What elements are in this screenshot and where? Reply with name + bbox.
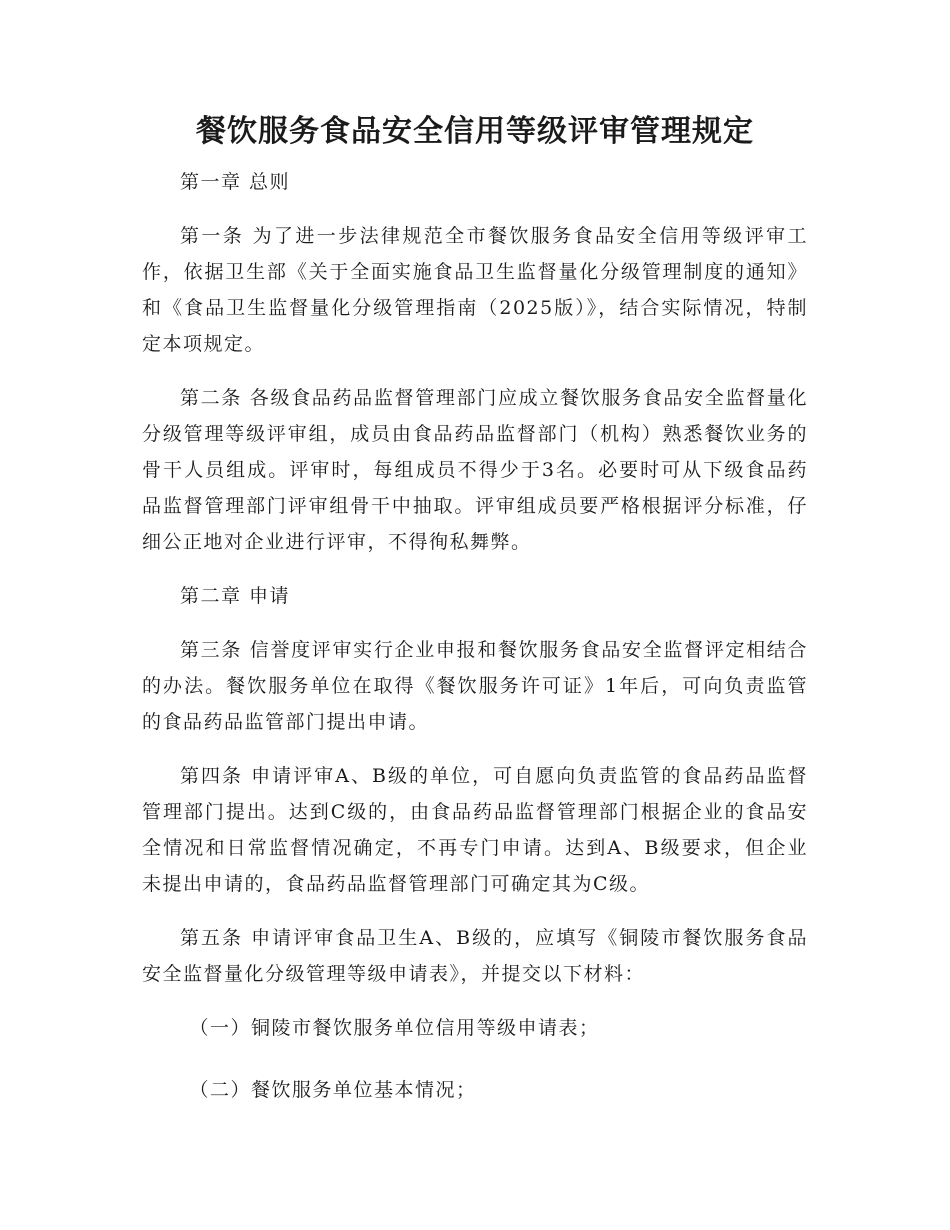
list-item: （二）餐饮服务单位基本情况；: [189, 1079, 477, 1101]
chapter-heading: 第二章 申请: [180, 585, 291, 607]
article-paragraph: 第二条 各级食品药品监督管理部门应成立餐饮服务食品安全监督量化分级管理等级评审组，成员由食品药品监督部门（机构）熟悉餐饮业务的骨干人员组成。评审时，每组成员不得少于3名。必要时可从下级食品药品监督管理部门评审组骨干中抽取。评审组成员要严格根据评分标准，仔细公正地对企业进行评审，不得徇私舞弊。: [142, 387, 808, 553]
article-paragraph: 第五条 申请评审食品卫生A、B级的，应填写《铜陵市餐饮服务食品安全监督量化分级管理等级申请表》，并提交以下材料：: [142, 927, 808, 985]
chapter-heading: 第一章 总则: [180, 171, 291, 193]
list-item: （一）铜陵市餐饮服务单位信用等级申请表；: [189, 1017, 600, 1039]
article-paragraph: 第四条 申请评审A、B级的单位，可自愿向负责监管的食品药品监督管理部门提出。达到C级的，由食品药品监督管理部门根据企业的食品安全情况和日常监督情况确定，不再专门申请。达到A、B级要求，但企业未提出申请的，食品药品监督管理部门可确定其为C级。: [142, 765, 808, 895]
document-title: 餐饮服务食品安全信用等级评审管理规定: [196, 114, 754, 149]
article-paragraph: 第一条 为了进一步法律规范全市餐饮服务食品安全信用等级评审工作，依据卫生部《关于全面实施食品卫生监督量化分级管理制度的通知》和《食品卫生监督量化分级管理指南（2025版）》，结合实际情况，特制定本项规定。: [142, 225, 808, 355]
article-paragraph: 第三条 信誉度评审实行企业申报和餐饮服务食品安全监督评定相结合的办法。餐饮服务单位在取得《餐饮服务许可证》1年后，可向负责监管的食品药品监管部门提出申请。: [142, 639, 808, 733]
document-body: [142, 164, 808, 1134]
